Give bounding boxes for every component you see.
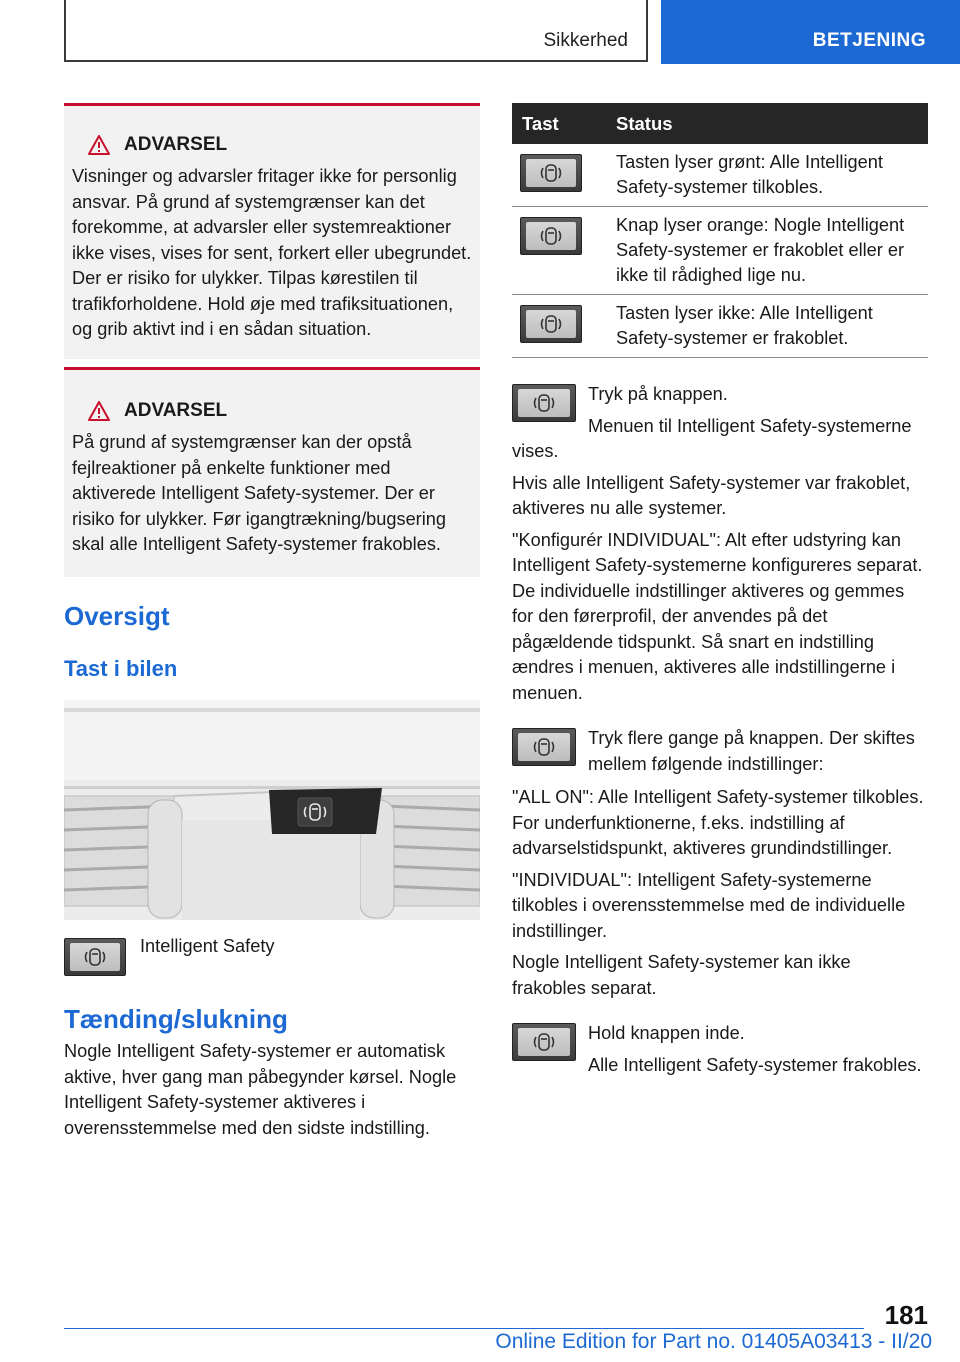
intelligent-safety-icon xyxy=(84,946,106,968)
header-section: Sikkerhed xyxy=(543,30,628,51)
step-paragraph: Hvis alle Intelligent Safety-systemer var frakoblet, aktiveres nu alle systemer. xyxy=(512,472,911,518)
right-column xyxy=(512,103,928,1078)
warning-title xyxy=(72,134,472,156)
status-table xyxy=(512,103,928,358)
step-paragraph: Nogle Intelligent Safety-systemer kan ikke frakobles separat. xyxy=(512,952,851,998)
intelligent-safety-icon xyxy=(533,736,555,758)
intelligent-safety-button-image xyxy=(520,305,582,343)
status-cell: Tasten lyser ikke: Alle Intelligent Safety-systemer er frakoblet. xyxy=(606,295,928,358)
table-row xyxy=(512,295,928,358)
table-row xyxy=(512,207,928,295)
step-result: Alle Intelligent Safety-systemer frakobles. xyxy=(588,1054,922,1075)
page-number: 181 xyxy=(884,1300,928,1330)
footer-rule xyxy=(64,1328,864,1329)
section-heading-switching: Tænding/slukning xyxy=(64,1004,288,1034)
step-press xyxy=(512,382,928,706)
intelligent-safety-button-image xyxy=(520,154,582,192)
switching-text: Nogle Intelligent Safety-systemer er automatisk aktive, hver gang man påbegynder kørsel. Nogle Intelligent Safety-systemer aktiveres i overensstemmelse med den sidste indstilling. xyxy=(64,1041,457,1138)
subheading-button-in-car: Tast i bilen xyxy=(64,656,178,681)
status-cell: Knap lyser orange: Nogle Intelligent Safety-systemer er frakoblet eller er ikke til rådighed lige nu. xyxy=(606,207,928,295)
intelligent-safety-icon xyxy=(540,225,562,247)
button-caption: Intelligent Safety xyxy=(140,936,275,956)
warning-triangle-icon xyxy=(88,401,110,421)
warning-text: På grund af systemgrænser kan der opstå fejlreaktioner på enkelte funktioner med aktiverede Intelligent Safety-systemer. Der er risiko for ulykker. Før igangtrækning/bugsering skal alle Intelligent Safety-systemer frakobles. xyxy=(72,432,447,554)
table-header-key: Tast xyxy=(512,103,606,144)
header-box xyxy=(64,0,648,62)
intelligent-safety-icon xyxy=(533,1031,555,1053)
step-paragraph: "ALL ON": Alle Intelligent Safety-systemer tilkobles. For underfunktionerne, f.eks. indstilling af advarselstidspunkt, aktiveres grundindstillinger. xyxy=(512,787,924,858)
intelligent-safety-icon xyxy=(533,392,555,414)
warning-title-text: ADVARSEL xyxy=(124,134,228,155)
footer-edition: Online Edition for Part no. 01405A03413 - II/20 xyxy=(495,1330,932,1353)
warning-title xyxy=(72,400,472,422)
intelligent-safety-icon xyxy=(540,313,562,335)
step-paragraph: "Konfigurér INDIVIDUAL": Alt efter udstyring kan Intelligent Safety-systemerne konfigureres separat. De individuelle indstillinger aktiveres og gemmes for den førerprofil, der anvendes på det pågældende tidspunkt. Så snart en indstilling ændres i menuen, aktiveres alle indstillingerne i menuen. xyxy=(512,529,923,703)
intelligent-safety-button-image xyxy=(64,938,126,976)
table-header-status: Status xyxy=(606,103,928,144)
intelligent-safety-button-image xyxy=(512,728,576,766)
step-press-repeatedly xyxy=(512,726,928,1001)
button-caption-row xyxy=(64,938,480,976)
intelligent-safety-button-image xyxy=(512,1023,576,1061)
step-result: Menuen til Intelligent Safety-systemerne vises. xyxy=(512,415,912,461)
table-row xyxy=(512,144,928,207)
step-lead: Hold knappen inde. xyxy=(588,1023,745,1043)
status-cell: Tasten lyser grønt: Alle Intelligent Safety-systemer tilkobles. xyxy=(606,144,928,207)
warning-box-2 xyxy=(64,367,480,577)
intelligent-safety-icon xyxy=(540,162,562,184)
console-illustration xyxy=(64,700,480,920)
car-console-photo xyxy=(64,700,480,920)
chapter-tab[interactable] xyxy=(661,0,960,64)
step-paragraph: "INDIVIDUAL": Intelligent Safety-systemerne tilkobles i overensstemmelse med de individuelle indstillinger. xyxy=(512,869,906,941)
intelligent-safety-button-image xyxy=(512,384,576,422)
intelligent-safety-button-image xyxy=(520,217,582,255)
step-lead: Tryk på knappen. xyxy=(588,384,728,404)
step-hold xyxy=(512,1021,928,1078)
step-lead: Tryk flere gange på knappen. Der skiftes mellem følgende indstillinger: xyxy=(588,728,915,774)
left-column xyxy=(64,103,480,1141)
chapter-tab-label: BETJENING xyxy=(812,30,926,51)
section-heading-overview: Oversigt xyxy=(64,601,170,631)
warning-box-1 xyxy=(64,103,480,359)
warning-text: Visninger og advarsler fritager ikke for personlig ansvar. På grund af systemgrænser kan det forekomme, at advarsler eller systemreaktioner ikke vises, vises for sent, forkert eller ubegrundet. Der er risiko for ulykker. Tilpas kørestilen til trafikforholdene. Hold øje med trafiksituationen, og grib aktivt ind i en sådan situation. xyxy=(72,166,472,339)
warning-triangle-icon xyxy=(88,135,110,155)
warning-title-text: ADVARSEL xyxy=(124,400,228,421)
